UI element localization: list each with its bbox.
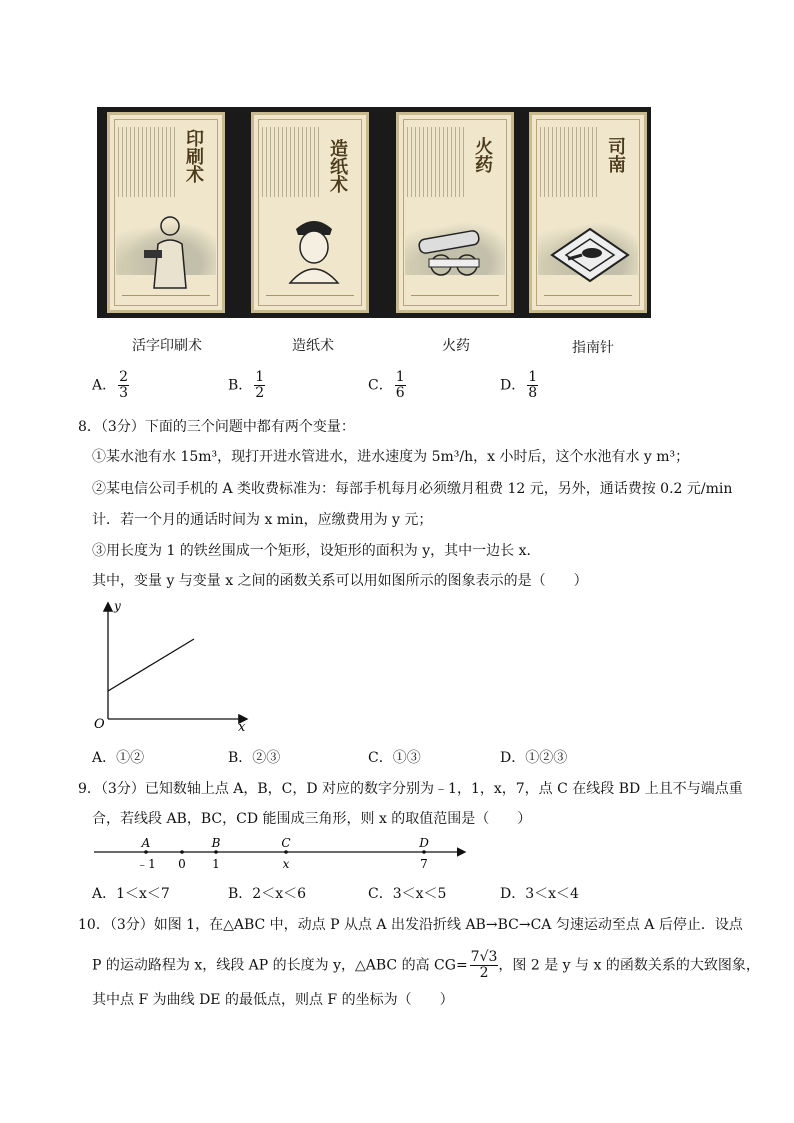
- cg-fraction: [470, 950, 499, 981]
- point-marker: [422, 850, 426, 854]
- q9-option-d[interactable]: D．3＜x＜4: [500, 886, 579, 902]
- four-inventions-image: [97, 107, 651, 318]
- cai-lun-portrait-icon: [282, 215, 346, 285]
- numerator: 1: [528, 369, 538, 385]
- q9-stem-line1: 9．（3分）已知数轴上点 A，B，C，D 对应的数字分别为﹣1，1，x，7，点 C 在线段 BD 上且不与端点重: [78, 781, 743, 797]
- caption-compass: 指南针: [572, 340, 614, 356]
- q9-option-c[interactable]: C．3＜x＜5: [368, 886, 447, 902]
- caption-paper: 造纸术: [292, 338, 334, 354]
- q8-graph: [88, 598, 258, 738]
- panel-title: 印刷术: [183, 129, 204, 183]
- point-marker: [284, 850, 288, 854]
- point-value: 0: [178, 857, 186, 871]
- q8-option-a[interactable]: A．①②: [92, 750, 145, 766]
- numerator: 2: [119, 369, 129, 385]
- point-marker: [180, 850, 184, 854]
- numerator: 1: [395, 369, 405, 385]
- q9-stem-line2: 合，若线段 AB，BC，CD 能围成三角形，则 x 的取值范围是（ ）: [92, 811, 532, 827]
- q9-number-line: [92, 834, 472, 874]
- y-axis-label: y: [114, 599, 121, 613]
- panel-compass: [529, 112, 647, 313]
- q8-item-2b: 计．若一个月的通话时间为 x min，应缴费用为 y 元；: [92, 512, 433, 528]
- caption-printing: 活字印刷术: [132, 338, 202, 354]
- q10-stem-line1: 10．（3分）如图 1，在△ABC 中，动点 P 从点 A 出发沿折线 AB→BC→CA 匀速运动至点 A 后停止．设点: [78, 917, 743, 933]
- point-name: C: [281, 836, 291, 850]
- q10-text-a: P 的运动路程为 x，线段 AP 的长度为 y，△ABC 的高 CG=: [92, 957, 468, 974]
- q8-option-c[interactable]: C．①③: [368, 750, 421, 766]
- panel-title: 司南: [605, 137, 626, 173]
- panel-title: 火药: [472, 137, 493, 173]
- q9-option-a[interactable]: A．1＜x＜7: [92, 886, 170, 902]
- denominator: 8: [528, 385, 538, 401]
- denominator: 2: [479, 965, 489, 981]
- q8-item-2a: ②某电信公司手机的 A 类收费标准为：每部手机每月必须缴月租费 12 元，另外，通话费按 0.2 元/min: [92, 481, 733, 497]
- printer-figure-icon: [140, 210, 200, 290]
- numerator: 1: [255, 369, 265, 385]
- q8-option-b[interactable]: B．②③: [228, 750, 281, 766]
- panel-printing: [107, 112, 225, 313]
- denominator: 6: [395, 385, 405, 401]
- q8-item-1: ①某水池有水 15m³，现打开进水管进水，进水速度为 5m³/h，x 小时后，这个水池有水 y m³；: [92, 449, 690, 465]
- q10-stem-line2: [92, 950, 760, 981]
- q7-option-a[interactable]: [92, 370, 129, 401]
- point-marker: [144, 850, 148, 854]
- q7-option-c[interactable]: [368, 370, 406, 401]
- q10-stem-line3: 其中点 F 为曲线 DE 的最低点，则点 F 的坐标为（ ）: [92, 992, 454, 1008]
- option-label: C．: [368, 377, 393, 394]
- q10-text-b: ，图 2 是 y 与 x 的函数关系的大致图象，: [498, 957, 760, 974]
- point-value: ﹣1: [136, 857, 156, 871]
- point-value: 7: [420, 857, 428, 871]
- q8-stem: 8．（3分）下面的三个问题中都有两个变量：: [78, 419, 355, 435]
- origin-label: O: [94, 717, 105, 732]
- option-label: B．: [228, 377, 253, 394]
- cannon-icon: [411, 225, 501, 280]
- q7-option-d[interactable]: [500, 370, 538, 401]
- panel-gunpowder: [396, 112, 514, 313]
- caption-gunpowder: 火药: [442, 338, 470, 354]
- q7-option-b[interactable]: [228, 370, 265, 401]
- denominator: 2: [255, 385, 265, 401]
- point-name: A: [141, 836, 151, 850]
- q8-question: 其中，变量 y 与变量 x 之间的函数关系可以用如图所示的图象表示的是（ ）: [92, 573, 588, 589]
- panel-paper: [251, 112, 369, 313]
- q8-option-d[interactable]: D．①②③: [500, 750, 568, 766]
- function-line: [108, 639, 194, 691]
- q8-item-3: ③用长度为 1 的铁丝围成一个矩形，设矩形的面积为 y，其中一边长 x．: [92, 543, 541, 559]
- point-name: D: [419, 836, 429, 850]
- option-label: A．: [92, 377, 117, 394]
- sinan-compass-icon: [550, 225, 630, 285]
- x-axis-label: x: [238, 720, 246, 735]
- q9-option-b[interactable]: B．2＜x＜6: [228, 886, 306, 902]
- denominator: 3: [119, 385, 129, 401]
- point-value: x: [282, 857, 290, 871]
- option-label: D．: [500, 377, 526, 394]
- panel-title: 造纸术: [327, 139, 348, 193]
- point-value: 1: [212, 857, 220, 871]
- point-name: B: [211, 836, 221, 850]
- numerator: 7√3: [470, 949, 498, 965]
- point-marker: [214, 850, 218, 854]
